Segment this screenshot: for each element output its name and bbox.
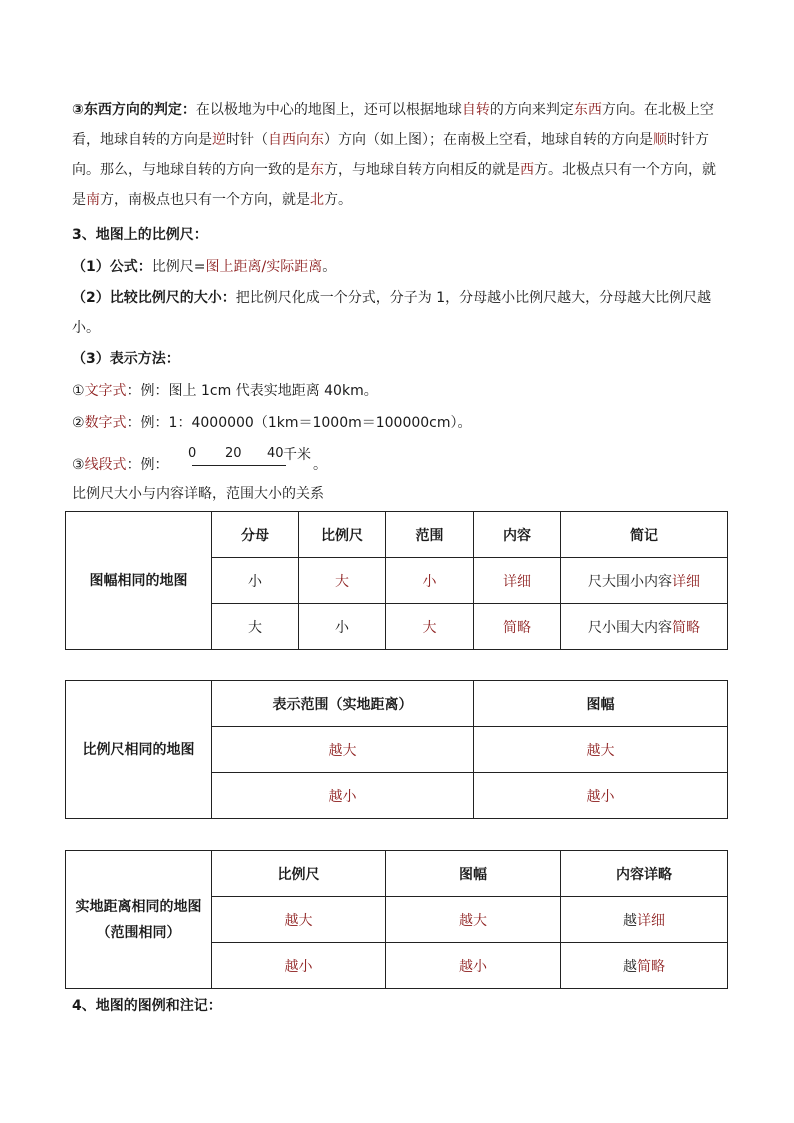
table-cell: 越大 [212,897,386,943]
text-run: 时针方向。那么，与地球自转的方向一致的是 [72,132,709,178]
keyword: 西 [520,162,534,178]
col-header-range: 表示范围（实地距离） [212,681,474,727]
method-number: ③ [72,457,85,473]
scale-tick-20: 20 [225,446,242,461]
text-run: 在以极地为中心的地图上，还可以根据地球 [195,102,462,118]
method-text-form [72,380,378,402]
text-run: 时针（ [226,132,268,148]
keyword: 东 [310,162,324,178]
col-header-detail: 内容详略 [561,851,728,897]
relation-caption: 比例尺大小与内容详略，范围大小的关系 [72,486,324,502]
detail-keyword: 简略 [637,958,665,975]
method-line-form [72,454,169,476]
memo-keyword: 简略 [672,619,700,636]
formula-line [72,256,336,278]
scale-unit: 千米 [283,447,311,463]
keyword: 南 [86,192,100,208]
detail-keyword: 详细 [637,912,665,929]
table-cell: 大 [212,604,299,650]
col-header-content: 内容 [474,512,561,558]
method-example: ：例：1：4000000（1km＝1000m＝100000cm）。 [126,415,472,431]
table-cell: 越大 [474,727,728,773]
row-head-line2: （范围相同） [96,924,181,941]
table-same-size-maps [65,511,728,650]
text-run: 方，与地球自转方向相反的就是 [324,162,520,178]
keyword: 顺 [653,132,667,148]
table-row-head: 图幅相同的地图 [66,512,212,650]
table-cell: 越小 [474,773,728,819]
table-header-row [66,512,728,558]
table-header-row [66,851,728,897]
memo-text: 尺小围大内容 [588,619,672,636]
memo-text: 尺大围小内容 [588,573,672,590]
method-number: ① [72,383,85,399]
col-header-memo: 简记 [561,512,728,558]
table-same-scale-maps [65,680,728,819]
keyword: 东西 [573,102,602,118]
table-cell: 小 [386,558,474,604]
table-cell [561,558,728,604]
method-kind: 文字式 [84,383,127,399]
table-row-head: 比例尺相同的地图 [66,681,212,819]
table-cell: 大 [386,604,474,650]
method-example: ：例：图上 1cm 代表实地距离 40km。 [126,383,378,399]
scale-bar [188,446,328,476]
col-header-map-size: 图幅 [386,851,561,897]
col-header-scale: 比例尺 [212,851,386,897]
table-cell [561,897,728,943]
table-row-head [66,851,212,989]
compare-label: （2）比较比例尺的大小： [72,290,236,306]
row-head-line1: 实地距离相同的地图 [75,898,202,915]
memo-keyword: 详细 [672,573,700,590]
method-line-end: 。 [313,457,327,473]
method-kind: 线段式 [84,457,127,473]
table-cell: 简略 [474,604,561,650]
table-cell [561,604,728,650]
text-run: ）方向（如上图）；在南极上空看，地球自转的方向是 [324,132,653,148]
text-run: 方。 [324,192,352,208]
table-same-distance-maps [65,850,728,989]
heading-scale: 3、地图上的比例尺： [72,227,208,243]
compare-paragraph [72,283,727,343]
method-example: ：例： [126,457,169,473]
east-west-direction-paragraph [72,95,727,215]
table-cell: 小 [299,604,386,650]
table-cell: 越小 [212,943,386,989]
table-cell: 越小 [386,943,561,989]
table-cell: 越大 [212,727,474,773]
paragraph-title: 东西方向的判定： [83,102,196,118]
table-cell: 越大 [386,897,561,943]
method-numeric-form [72,412,472,434]
text-run: 的方向来判定 [489,102,574,118]
keyword: 北 [310,192,324,208]
method-number: ② [72,415,85,431]
table-cell: 大 [299,558,386,604]
keyword: 自转 [461,102,490,118]
text-run: 方向。在北极上空看，地球自转的方向是 [72,102,714,148]
scale-tick-0: 0 [188,446,197,461]
scale-tick-40: 40 [267,446,284,461]
table-cell: 详细 [474,558,561,604]
table-cell: 越小 [212,773,474,819]
col-header-denominator: 分母 [212,512,299,558]
formula-text: 比例尺= [151,259,206,275]
compare-text: 把比例尺化成一个分式，分子为 1，分母越小比例尺越大，分母越大比例尺越小。 [72,290,712,336]
detail-prefix: 越 [623,958,637,975]
formula-end: 。 [322,259,337,275]
col-header-range: 范围 [386,512,474,558]
heading-legend: 4、地图的图例和注记： [72,998,222,1014]
keyword: 逆 [212,132,226,148]
keyword: 自西向东 [268,132,324,148]
item-number: ③ [72,102,84,118]
text-run: 方。北极点只有一个方向，就是 [72,162,716,208]
method-label: （3）表示方法： [72,351,180,367]
table-header-row [66,681,728,727]
text-run: 方，南极点也只有一个方向，就是 [100,192,310,208]
formula-label: （1）公式： [72,259,152,275]
col-header-map-size: 图幅 [474,681,728,727]
table-cell: 小 [212,558,299,604]
detail-prefix: 越 [623,912,637,929]
method-kind: 数字式 [84,415,127,431]
formula-expression: 图上距离/实际距离 [205,259,323,275]
table-cell [561,943,728,989]
scale-line [192,465,286,466]
col-header-scale: 比例尺 [299,512,386,558]
